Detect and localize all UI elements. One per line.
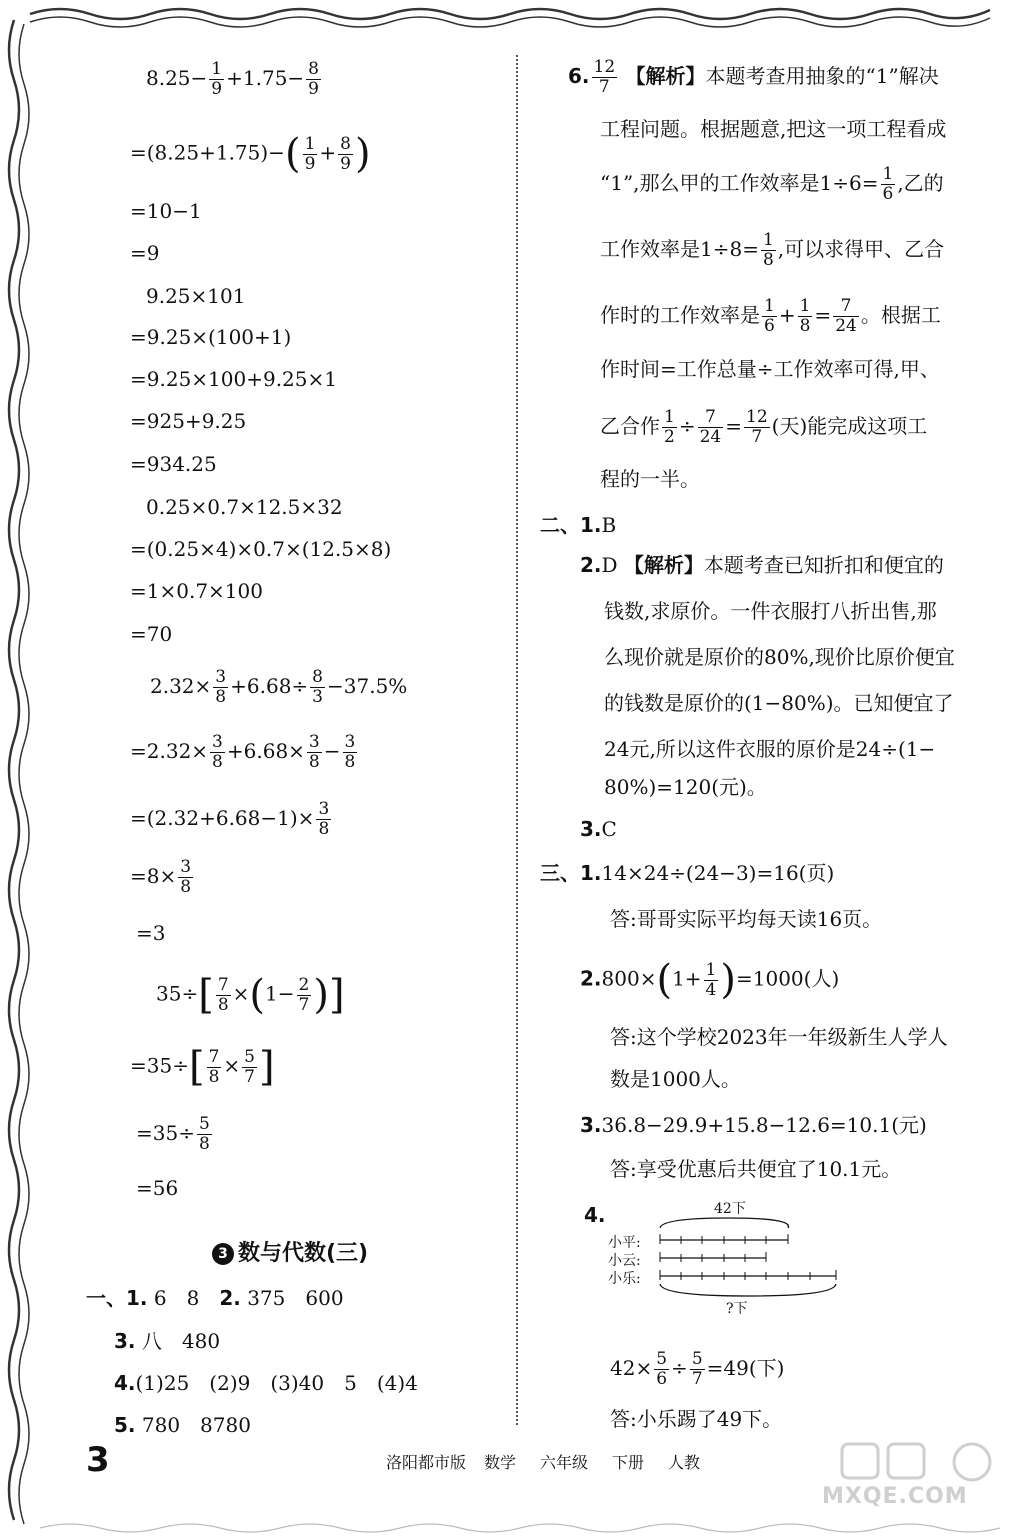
- explanation-line: 的钱数是原价的(1−80%)。已知便宜了: [604, 691, 954, 715]
- diagram-bottom-label: ?下: [726, 1301, 748, 1317]
- watermark: MXQE.COM: [822, 1440, 1012, 1520]
- calc-line: =9: [130, 241, 160, 265]
- q6-line: 工作效率是1÷8= $\frac{1}{8}$ ,可以求得甲、乙合: [600, 230, 945, 270]
- calc-line: =(2.32+6.68−1)× $\frac{3}{8}$: [130, 799, 330, 839]
- answer-row: 5. 780 8780: [114, 1413, 251, 1437]
- line-segment-diagram: [608, 1200, 848, 1320]
- diagram-row-label: 小乐:: [608, 1271, 641, 1287]
- column-divider: [516, 55, 518, 1425]
- q6-line: 乙合作 $\frac{1}{2}$ ÷ $\frac{7}{24}$ = $\frac{12}{7}$ (天)能完成这项工: [600, 407, 928, 447]
- footer-subject: 数学: [484, 1453, 517, 1472]
- footer-edition: 洛阳都市版: [386, 1453, 467, 1472]
- answer-row: 一、1. 6 8 2. 375 600: [86, 1286, 344, 1310]
- calc-line: =3: [136, 921, 166, 945]
- page-number: 3: [86, 1440, 110, 1480]
- diagram-row-label: 小平:: [608, 1235, 641, 1251]
- calc-line: =934.25: [130, 452, 217, 476]
- section-badge: 3: [212, 1243, 234, 1265]
- watermark-logo-icon: [822, 1440, 1012, 1484]
- answer-row: 42× $\frac{5}{6}$ ÷ $\frac{5}{7}$ =49(下): [610, 1349, 785, 1389]
- q6-line: “1”,那么甲的工作效率是1÷6= $\frac{1}{6}$ ,乙的: [600, 164, 944, 204]
- answer-row: 三、1.14×24÷(24−3)=16(页): [540, 861, 835, 885]
- explanation-line: 钱数,求原价。一件衣服打八折出售,那: [604, 599, 937, 623]
- calc-line: =35÷[ $\frac{7}{8}$ × $\frac{5}{7}$ ]: [130, 1044, 275, 1090]
- calc-line: 9.25×101: [146, 284, 246, 308]
- answer-line: 答:这个学校2023年一年级新生人学人: [610, 1025, 948, 1049]
- q6-line: 工程问题。根据题意,把这一项工程看成: [600, 117, 947, 141]
- calc-line: =9.25×100+9.25×1: [130, 367, 337, 391]
- calc-line: =10−1: [130, 199, 202, 223]
- answer-line: 答:享受优惠后共便宜了10.1元。: [610, 1157, 902, 1181]
- section-title: 3 数与代数(三): [212, 1236, 368, 1267]
- calc-line: 0.25×0.7×12.5×32: [146, 495, 343, 519]
- q6-line: 6. $\frac{12}{7}$ 【解析】本题考查用抽象的“1”解决: [568, 57, 939, 97]
- explanation-line: 么现价就是原价的80%,现价比原价便宜: [604, 645, 955, 669]
- footer-grade: 六年级: [540, 1453, 589, 1472]
- answer-row: 3.C: [580, 817, 617, 841]
- calc-line: =(0.25×4)×0.7×(12.5×8): [130, 537, 392, 561]
- footer-publisher: 人教: [668, 1453, 701, 1472]
- calc-line: =(8.25+1.75)−( $\frac{1}{9}$ + $\frac{8}{9}$ ): [130, 131, 371, 177]
- calc-line: =35÷ $\frac{5}{8}$: [136, 1114, 210, 1154]
- diagram-top-label: 42下: [714, 1201, 746, 1217]
- calc-line: 35÷[ $\frac{7}{8}$ ×(1− $\frac{2}{7}$ )]: [156, 972, 345, 1018]
- answer-row: 3. 八 480: [114, 1329, 221, 1353]
- q6-line: 程的一半。: [600, 467, 700, 491]
- calc-line: =56: [136, 1176, 179, 1200]
- answer-line: 答:哥哥实际平均每天读16页。: [610, 907, 883, 931]
- footer-volume: 下册: [612, 1453, 645, 1472]
- answer-row: 4.(1)25 (2)9 (3)40 5 (4)4: [114, 1371, 418, 1395]
- calc-line: =925+9.25: [130, 409, 247, 433]
- answer-line: 数是1000人。: [610, 1067, 741, 1091]
- answer-row: 二、1.B: [540, 513, 617, 537]
- q6-line: 作时的工作效率是 $\frac{1}{6}$ + $\frac{1}{8}$ = $\frac{7}{24}$ 。根据工: [600, 296, 941, 336]
- answer-line: 答:小乐踢了49下。: [610, 1407, 783, 1431]
- calc-line: =2.32× $\frac{3}{8}$ +6.68× $\frac{3}{8}$ − $\frac{3}{8}$: [130, 732, 356, 772]
- calc-line: =70: [130, 622, 173, 646]
- answer-row: 3.36.8−29.9+15.8−12.6=10.1(元): [580, 1113, 927, 1137]
- q6-line: 作时间=工作总量÷工作效率可得,甲、: [600, 357, 940, 381]
- calc-line: =9.25×(100+1): [130, 325, 292, 349]
- calc-line: 8.25− $\frac{1}{9}$ +1.75− $\frac{8}{9}$: [146, 59, 319, 99]
- answer-row: 2.D 【解析】本题考查已知折扣和便宜的: [580, 553, 944, 577]
- explanation-line: 24元,所以这件衣服的原价是24÷(1−: [604, 737, 936, 761]
- answer-row: 2.800×(1+ $\frac{1}{4}$ )=1000(人): [580, 957, 840, 1003]
- calc-line: =8× $\frac{3}{8}$: [130, 857, 192, 897]
- calc-line: 2.32× $\frac{3}{8}$ +6.68÷ $\frac{8}{3}$ −37.5%: [150, 667, 408, 707]
- diagram-row-label: 小云:: [608, 1253, 641, 1269]
- explanation-line: 80%)=120(元)。: [604, 775, 767, 799]
- answer-row: 4.: [584, 1203, 606, 1227]
- calc-line: =1×0.7×100: [130, 579, 263, 603]
